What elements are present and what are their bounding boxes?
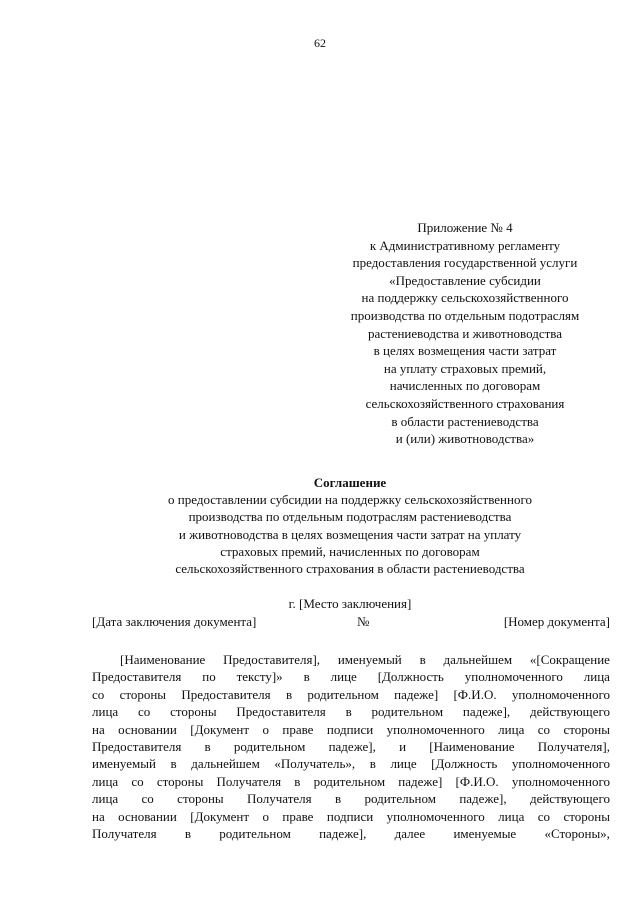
body-word: в (303, 669, 310, 685)
document-date: [Дата заключения документа] (92, 614, 257, 629)
body-word: в (334, 791, 342, 807)
body-word: лице (390, 756, 417, 772)
body-word: [Ф.И.О. (455, 773, 499, 789)
body-word: «Стороны», (544, 826, 610, 842)
agreement-subtitle (90, 491, 610, 577)
appendix-header (318, 219, 612, 448)
body-word: Получателя (216, 773, 282, 789)
appendix-line: сельскохозяйственного страхования (365, 395, 565, 411)
agreement-subtitle-line: производства по отдельным подотраслям растениеводства (188, 509, 512, 525)
body-word: Предоставителя], (223, 652, 321, 667)
body-word: действующего (529, 791, 610, 807)
body-word: далее (394, 826, 426, 842)
body-word: Получателя (247, 791, 312, 807)
body-word: падеже], (328, 739, 376, 755)
body-word: [Должность (377, 669, 444, 685)
body-word: [Ф.И.О. (453, 686, 497, 702)
body-word: уполномоченного (511, 686, 610, 702)
body-line (92, 703, 610, 720)
body-word: со (92, 686, 105, 702)
body-word: основании (118, 808, 177, 824)
body-word: праве (282, 721, 314, 737)
body-word: падеже], (459, 791, 507, 807)
body-word: родительном (233, 739, 306, 755)
body-word: именуемые (453, 826, 517, 842)
appendix-line: в области растениеводства (391, 413, 539, 429)
body-word: со (138, 704, 151, 720)
appendix-line: Приложение № 4 (417, 220, 513, 235)
body-word: и (399, 739, 407, 755)
body-word: Предоставителя (181, 686, 271, 702)
appendix-line: начисленных по договорам (389, 378, 541, 394)
body-word: падеже], (462, 704, 511, 720)
appendix-line: на уплату страховых премий, (383, 360, 547, 376)
agreement-heading (90, 474, 610, 577)
agreement-subtitle-line: и животноводства в целях возмещения части затрат на уплату (178, 526, 522, 542)
body-word: дальнейшем (443, 652, 513, 667)
body-word: в (170, 756, 177, 772)
body-word: лица (498, 721, 525, 737)
body-word: родительном (313, 773, 386, 789)
body-word: со (537, 721, 551, 737)
body-word: [Документ (190, 721, 250, 737)
body-word: [Документ (190, 808, 250, 824)
body-word: стороны (170, 704, 217, 720)
body-word: в (345, 704, 352, 720)
page-number: 62 (314, 36, 326, 50)
body-word: уполномоченного (511, 773, 610, 789)
body-word: о (262, 721, 269, 737)
body-word: в (294, 773, 301, 789)
body-word: Получателя (92, 826, 157, 842)
body-line (92, 825, 610, 842)
number-sign: № (357, 614, 370, 629)
agreement-body (92, 651, 610, 842)
body-word: со (537, 808, 551, 824)
appendix-line: «Предоставление субсидии (389, 272, 541, 288)
body-word: именуемый (337, 652, 402, 667)
body-word: о (262, 808, 269, 824)
body-word: в (419, 652, 426, 667)
body-word: дальнейшем (191, 756, 260, 772)
body-word: Предоставителя (236, 704, 326, 720)
body-word: лице (330, 669, 357, 685)
body-word: лица (92, 791, 119, 807)
agreement-subtitle-line: о предоставлении субсидии на поддержку сельскохозяйственного (168, 492, 532, 508)
body-line (92, 755, 610, 772)
body-word: со (141, 791, 154, 807)
body-word: уполномоченного (386, 808, 485, 824)
body-line (92, 790, 610, 807)
appendix-line: растениеводства и животноводства (367, 325, 563, 341)
body-word: [Должность (431, 756, 498, 772)
body-word: уполномоченного (386, 721, 485, 737)
body-word: подписи (326, 721, 374, 737)
body-word: падеже] (394, 686, 439, 702)
body-word: по (202, 669, 216, 685)
body-word: стороны (156, 773, 204, 789)
body-word: стороны (177, 791, 224, 807)
body-word: Получателя], (537, 739, 610, 755)
body-word: [Наименование (120, 652, 206, 667)
body-word: лица (92, 773, 119, 789)
body-line (92, 686, 610, 703)
appendix-line: к Административному регламенту (369, 237, 561, 253)
body-word: тексту]» (236, 669, 283, 685)
body-word: стороны (119, 686, 167, 702)
body-word: стороны (563, 808, 610, 824)
body-word: родительном (219, 826, 291, 842)
body-word: лица (498, 808, 525, 824)
body-word: на (92, 721, 105, 737)
body-word: Предоставителя (92, 739, 182, 755)
appendix-line: предоставления государственной услуги (352, 255, 578, 271)
body-word: подписи (326, 808, 374, 824)
appendix-line: производства по отдельным подотраслям (350, 307, 580, 323)
body-word: основании (118, 721, 177, 737)
body-word: Предоставителя (92, 669, 182, 685)
body-line (92, 773, 610, 790)
body-word: лица (92, 704, 119, 720)
body-word: в (369, 756, 376, 772)
appendix-line: на поддержку сельскохозяйственного (361, 290, 569, 306)
body-word: праве (282, 808, 314, 824)
agreement-subtitle-line: страховых премий, начисленных по договорам (220, 543, 480, 559)
body-word: стороны (563, 721, 610, 737)
body-word: лица (583, 669, 610, 685)
body-word: в (184, 826, 192, 842)
agreement-subtitle-line: сельскохозяйственного страхования в области растениеводства (175, 561, 525, 577)
document-meta-row (92, 614, 610, 632)
body-word: родительном (364, 791, 436, 807)
body-line (92, 721, 610, 738)
body-word: на (92, 808, 105, 824)
body-word: действующего (529, 704, 610, 720)
body-line (92, 668, 610, 685)
body-word: со (131, 773, 144, 789)
place-of-conclusion: г. [Место заключения] (288, 596, 412, 611)
appendix-line: и (или) животноводства» (395, 431, 535, 447)
body-word: в (204, 739, 211, 755)
body-word: падеже], (319, 826, 367, 842)
body-word: в (285, 686, 293, 702)
body-word: именуемый (92, 756, 156, 772)
body-word: падеже] (398, 773, 443, 789)
appendix-line: в целях возмещения части затрат (373, 343, 557, 359)
body-line (92, 651, 610, 668)
body-word: «[Сокращение (529, 652, 610, 667)
body-line (92, 808, 610, 825)
body-word: [Наименование (429, 739, 515, 755)
agreement-title: Соглашение (313, 475, 387, 490)
body-word: «Получатель», (274, 756, 356, 772)
body-word: родительном (371, 704, 444, 720)
document-number: [Номер документа] (503, 614, 610, 629)
body-word: родительном (307, 686, 379, 702)
body-line (92, 738, 610, 755)
body-word: уполномоченного (464, 669, 563, 685)
body-word: уполномоченного (511, 756, 610, 772)
